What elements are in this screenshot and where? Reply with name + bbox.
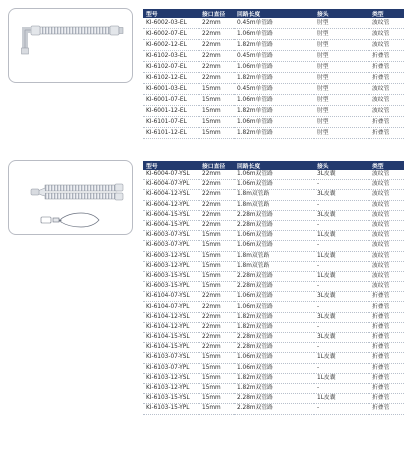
cell-length: 1.06m单管路 (234, 62, 314, 73)
table-row (143, 29, 404, 40)
cell-connector: - (314, 322, 369, 332)
cell-length: 1.82m单管路 (234, 128, 314, 139)
cell-model: KI-6002-03-EL (143, 18, 199, 29)
cell-connector: 3L皮囊 (314, 312, 369, 322)
cell-diameter: 15mm (199, 261, 234, 271)
cell-length: 1.06m双管路 (234, 363, 314, 373)
cell-model: KI-6003-07-YPL (143, 241, 199, 251)
cell-connector: 3L皮囊 (314, 333, 369, 343)
cell-model: KI-6001-03-EL (143, 84, 199, 95)
cell-diameter: 22mm (199, 51, 234, 62)
cell-diameter: 15mm (199, 363, 234, 373)
cell-type: 折叠管 (369, 62, 404, 73)
cell-connector: 肘型 (314, 106, 369, 117)
table-row (143, 231, 404, 241)
cell-connector: 肘型 (314, 29, 369, 40)
cell-model: KI-6103-12-YSL (143, 373, 199, 383)
table-row (143, 404, 404, 414)
cell-type: 折叠管 (369, 117, 404, 128)
cell-diameter: 22mm (199, 292, 234, 302)
cell-model: KI-6004-12-YSL (143, 190, 199, 200)
cell-connector: - (314, 200, 369, 210)
cell-model: KI-6104-12-YPL (143, 322, 199, 332)
cell-length: 1.8m双管路 (234, 200, 314, 210)
table-row (143, 241, 404, 251)
cell-type: 折叠管 (369, 353, 404, 363)
cell-connector: 3L皮囊 (314, 210, 369, 220)
cell-length: 1.06m双管路 (234, 170, 314, 180)
cell-type: 波纹管 (369, 261, 404, 271)
cell-diameter: 15mm (199, 394, 234, 404)
cell-diameter: 15mm (199, 373, 234, 383)
table-row (143, 73, 404, 84)
cell-model: KI-6104-07-YSL (143, 292, 199, 302)
table-row (143, 333, 404, 343)
cell-connector: - (314, 261, 369, 271)
cell-model: KI-6001-07-EL (143, 95, 199, 106)
cell-type: 波纹管 (369, 241, 404, 251)
table-row (143, 62, 404, 73)
cell-type: 波纹管 (369, 170, 404, 180)
cell-diameter: 15mm (199, 383, 234, 393)
cell-type: 折叠管 (369, 394, 404, 404)
cell-length: 2.28m双管路 (234, 282, 314, 292)
cell-model: KI-6104-15-YPL (143, 343, 199, 353)
cell-length: 2.28m双管路 (234, 343, 314, 353)
cell-connector: - (314, 241, 369, 251)
cell-length: 1.06m双管路 (234, 292, 314, 302)
cell-type: 折叠管 (369, 363, 404, 373)
cell-model: KI-6102-03-EL (143, 51, 199, 62)
cell-connector: - (314, 343, 369, 353)
cell-length: 1.06m单管路 (234, 117, 314, 128)
cell-type: 波纹管 (369, 200, 404, 210)
cell-diameter: 15mm (199, 84, 234, 95)
cell-model: KI-6004-07-YPL (143, 180, 199, 190)
cell-connector: - (314, 180, 369, 190)
cell-length: 1.06m双管路 (234, 231, 314, 241)
cell-model: KI-6104-15-YSL (143, 333, 199, 343)
cell-connector: 1L皮囊 (314, 373, 369, 383)
cell-connector: 肘型 (314, 51, 369, 62)
cell-model: KI-6004-07-YSL (143, 170, 199, 180)
cell-type: 折叠管 (369, 128, 404, 139)
column-header-model: 型号 (143, 9, 199, 18)
cell-length: 0.45m单管路 (234, 18, 314, 29)
cell-connector: - (314, 383, 369, 393)
cell-length: 1.82m双管路 (234, 322, 314, 332)
cell-type: 波纹管 (369, 220, 404, 230)
cell-length: 1.82m单管路 (234, 73, 314, 84)
cell-model: KI-6003-12-YSL (143, 251, 199, 261)
table-row (143, 95, 404, 106)
cell-diameter: 15mm (199, 271, 234, 281)
table-row (143, 251, 404, 261)
cell-model: KI-6002-07-EL (143, 29, 199, 40)
cell-diameter: 22mm (199, 333, 234, 343)
cell-length: 1.8m双管路 (234, 261, 314, 271)
cell-diameter: 22mm (199, 210, 234, 220)
table-row (143, 363, 404, 373)
table-row (143, 292, 404, 302)
cell-length: 1.8m双管路 (234, 251, 314, 261)
cell-connector: 1L皮囊 (314, 353, 369, 363)
cell-length: 1.82m双管路 (234, 383, 314, 393)
cell-diameter: 22mm (199, 170, 234, 180)
cell-connector: 肘型 (314, 18, 369, 29)
cell-connector: 1L皮囊 (314, 231, 369, 241)
cell-type: 折叠管 (369, 322, 404, 332)
table-row (143, 51, 404, 62)
table-row (143, 312, 404, 322)
table-header-row (143, 161, 404, 170)
cell-model: KI-6003-07-YSL (143, 231, 199, 241)
cell-length: 2.28m双管路 (234, 271, 314, 281)
cell-diameter: 15mm (199, 128, 234, 139)
dual-limb-circuit-icon (9, 161, 134, 236)
cell-type: 波纹管 (369, 40, 404, 51)
column-header-diameter: 接口直径 (199, 161, 234, 170)
cell-length: 1.06m单管路 (234, 29, 314, 40)
cell-connector: - (314, 363, 369, 373)
cell-type: 波纹管 (369, 84, 404, 95)
cell-model: KI-6102-12-EL (143, 73, 199, 84)
product-image-dual-limb (8, 160, 133, 235)
cell-connector: - (314, 302, 369, 312)
cell-model: KI-6102-07-EL (143, 62, 199, 73)
cell-length: 1.06m双管路 (234, 353, 314, 363)
cell-diameter: 15mm (199, 231, 234, 241)
cell-model: KI-6002-12-EL (143, 40, 199, 51)
cell-length: 2.28m双管路 (234, 404, 314, 414)
cell-length: 1.06m双管路 (234, 241, 314, 251)
column-header-diameter: 接口直径 (199, 9, 234, 18)
table-row (143, 200, 404, 210)
cell-connector: - (314, 404, 369, 414)
column-header-length: 回路长度 (234, 161, 314, 170)
cell-diameter: 15mm (199, 282, 234, 292)
cell-connector: 肘型 (314, 95, 369, 106)
table-row (143, 190, 404, 200)
cell-type: 波纹管 (369, 29, 404, 40)
table-row (143, 271, 404, 281)
cell-connector: 肘型 (314, 128, 369, 139)
cell-connector: 3L皮囊 (314, 292, 369, 302)
single-limb-circuit-icon (9, 9, 134, 84)
cell-diameter: 22mm (199, 29, 234, 40)
cell-type: 折叠管 (369, 312, 404, 322)
cell-length: 2.28m双管路 (234, 220, 314, 230)
cell-connector: 肘型 (314, 117, 369, 128)
table-row (143, 117, 404, 128)
table-row (143, 343, 404, 353)
cell-diameter: 22mm (199, 312, 234, 322)
cell-connector: 肘型 (314, 73, 369, 84)
cell-model: KI-6004-15-YPL (143, 220, 199, 230)
cell-model: KI-6004-15-YSL (143, 210, 199, 220)
table-row (143, 170, 404, 180)
table-row (143, 84, 404, 95)
table-row (143, 261, 404, 271)
column-header-model: 型号 (143, 161, 199, 170)
cell-type: 折叠管 (369, 333, 404, 343)
cell-diameter: 15mm (199, 404, 234, 414)
cell-model: KI-6101-12-EL (143, 128, 199, 139)
cell-model: KI-6003-15-YPL (143, 282, 199, 292)
cell-length: 1.06m双管路 (234, 180, 314, 190)
table-row (143, 220, 404, 230)
cell-type: 折叠管 (369, 383, 404, 393)
cell-type: 波纹管 (369, 271, 404, 281)
spec-table-dual-limb (143, 161, 404, 415)
cell-model: KI-6103-12-YPL (143, 383, 199, 393)
cell-type: 波纹管 (369, 18, 404, 29)
column-header-type: 类型 (369, 9, 404, 18)
cell-connector: 1L皮囊 (314, 394, 369, 404)
cell-type: 折叠管 (369, 404, 404, 414)
column-header-connector: 接头 (314, 9, 369, 18)
cell-diameter: 22mm (199, 62, 234, 73)
cell-diameter: 22mm (199, 40, 234, 51)
cell-diameter: 15mm (199, 117, 234, 128)
table-row (143, 106, 404, 117)
cell-length: 2.28m双管路 (234, 210, 314, 220)
cell-model: KI-6003-12-YPL (143, 261, 199, 271)
cell-type: 波纹管 (369, 190, 404, 200)
cell-type: 折叠管 (369, 292, 404, 302)
cell-model: KI-6103-15-YPL (143, 404, 199, 414)
table-header-row (143, 9, 404, 18)
cell-connector: 1L皮囊 (314, 251, 369, 261)
product-image-single-limb (8, 8, 133, 83)
cell-type: 波纹管 (369, 282, 404, 292)
cell-length: 1.06m双管路 (234, 302, 314, 312)
column-header-type: 类型 (369, 161, 404, 170)
cell-length: 0.45m单管路 (234, 84, 314, 95)
cell-model: KI-6104-12-YSL (143, 312, 199, 322)
cell-diameter: 15mm (199, 106, 234, 117)
cell-model: KI-6101-07-EL (143, 117, 199, 128)
cell-length: 2.28m双管路 (234, 394, 314, 404)
table-row (143, 302, 404, 312)
cell-diameter: 22mm (199, 302, 234, 312)
cell-model: KI-6103-15-YSL (143, 394, 199, 404)
spec-table-single-limb (143, 9, 404, 139)
cell-model: KI-6104-07-YPL (143, 302, 199, 312)
cell-connector: 肘型 (314, 84, 369, 95)
cell-model: KI-6103-07-YPL (143, 363, 199, 373)
cell-diameter: 22mm (199, 200, 234, 210)
cell-diameter: 15mm (199, 353, 234, 363)
table-row (143, 353, 404, 363)
cell-length: 2.28m双管路 (234, 333, 314, 343)
table-row (143, 394, 404, 404)
cell-length: 0.45m单管路 (234, 51, 314, 62)
cell-type: 波纹管 (369, 231, 404, 241)
cell-model: KI-6001-12-EL (143, 106, 199, 117)
table-row (143, 18, 404, 29)
cell-model: KI-6003-15-YSL (143, 271, 199, 281)
table-row (143, 128, 404, 139)
cell-diameter: 15mm (199, 251, 234, 261)
cell-type: 折叠管 (369, 373, 404, 383)
table-row (143, 210, 404, 220)
cell-diameter: 22mm (199, 73, 234, 84)
cell-length: 1.06m单管路 (234, 95, 314, 106)
cell-model: KI-6004-12-YPL (143, 200, 199, 210)
cell-type: 折叠管 (369, 73, 404, 84)
cell-connector: 肘型 (314, 40, 369, 51)
cell-type: 波纹管 (369, 95, 404, 106)
table-row (143, 282, 404, 292)
cell-diameter: 22mm (199, 180, 234, 190)
cell-connector: 肘型 (314, 62, 369, 73)
cell-type: 波纹管 (369, 180, 404, 190)
cell-connector: 1L皮囊 (314, 271, 369, 281)
table-row (143, 180, 404, 190)
table-row (143, 373, 404, 383)
cell-type: 波纹管 (369, 251, 404, 261)
table-row (143, 383, 404, 393)
table-row (143, 40, 404, 51)
cell-connector: 3L皮囊 (314, 170, 369, 180)
column-header-length: 回路长度 (234, 9, 314, 18)
cell-length: 1.82m单管路 (234, 106, 314, 117)
cell-diameter: 15mm (199, 241, 234, 251)
cell-connector: - (314, 220, 369, 230)
cell-diameter: 22mm (199, 343, 234, 353)
cell-type: 折叠管 (369, 302, 404, 312)
cell-type: 波纹管 (369, 210, 404, 220)
cell-connector: 3L皮囊 (314, 190, 369, 200)
cell-connector: - (314, 282, 369, 292)
cell-diameter: 22mm (199, 18, 234, 29)
cell-type: 折叠管 (369, 343, 404, 353)
cell-type: 波纹管 (369, 106, 404, 117)
cell-model: KI-6103-07-YSL (143, 353, 199, 363)
cell-length: 1.82m双管路 (234, 312, 314, 322)
cell-length: 1.82m单管路 (234, 40, 314, 51)
cell-length: 1.8m双管路 (234, 190, 314, 200)
table-row (143, 322, 404, 332)
cell-diameter: 22mm (199, 190, 234, 200)
cell-diameter: 15mm (199, 95, 234, 106)
cell-diameter: 22mm (199, 220, 234, 230)
cell-type: 折叠管 (369, 51, 404, 62)
column-header-connector: 接头 (314, 161, 369, 170)
cell-length: 1.82m双管路 (234, 373, 314, 383)
cell-diameter: 22mm (199, 322, 234, 332)
